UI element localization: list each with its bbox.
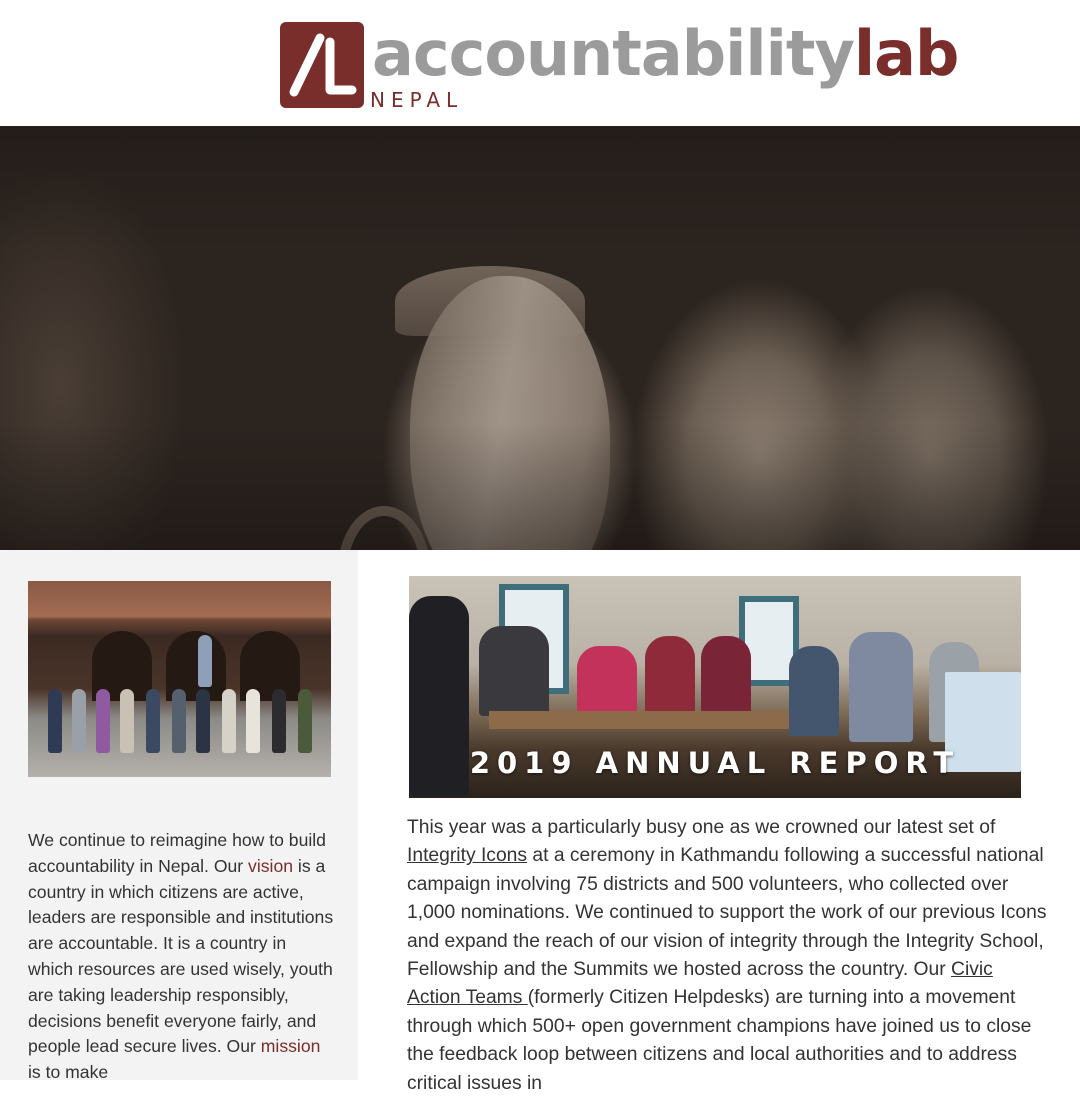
hero-image: [0, 126, 1080, 550]
mission-link[interactable]: mission: [260, 1036, 321, 1057]
right-text-part: at a ceremony in Kathmandu following a successful national campaign involving 75 districts and 500 volunteers, who collected over 1,000 nominations. We continued to support the work of our previous Icons and expand the reach of our vision of integrity through the Integrity School, Fellowship and the Summits we hosted across the country. Our: [407, 845, 1047, 981]
photo-person: [577, 646, 637, 716]
left-text-part: is a country in which citizens are active, leaders are responsible and institutions are accountable. It is a country in which resources are used wisely, youth are taking leadership responsibly, decisions benefit everyone fairly, and people lead secure lives. Our: [28, 855, 334, 1057]
right-text-part: This year was a particularly busy one as we crowned our latest set of: [407, 817, 996, 838]
logo-word-accountability: accountability: [372, 17, 854, 90]
hero-shade: [0, 126, 1080, 550]
al-monogram-svg: [280, 22, 364, 108]
al-monogram-icon[interactable]: [280, 22, 364, 108]
photo-person: [196, 689, 210, 753]
left-text-part: is to make: [28, 1062, 109, 1083]
photo-person: [146, 689, 160, 753]
photo-person: [701, 636, 751, 716]
header: [0, 0, 1080, 126]
logo-word-lab: lab: [853, 17, 959, 90]
photo-table: [489, 711, 789, 729]
photo-person: [272, 689, 286, 753]
photo-person: [789, 646, 839, 736]
photo-person: [479, 626, 549, 716]
team-group-photo: [28, 581, 331, 777]
vision-link[interactable]: vision: [248, 855, 294, 876]
meeting-photo: [409, 576, 1021, 798]
photo-person: [72, 689, 86, 753]
logo-subtitle: NEPAL: [370, 88, 464, 112]
photo-person: [222, 689, 236, 753]
photo-person: [645, 636, 695, 716]
photo-person: [246, 689, 260, 753]
photo-person: [96, 689, 110, 753]
photo-person: [48, 689, 62, 753]
photo-person: [172, 689, 186, 753]
report-title: 2019 ANNUAL REPORT: [469, 746, 961, 780]
left-text-part: We continue to reimagine how to build accountability in Nepal. Our: [28, 830, 326, 876]
left-intro-text: [28, 828, 336, 1086]
photo-person: [849, 632, 913, 742]
photo-person: [198, 635, 212, 687]
report-intro-text: [407, 814, 1047, 1098]
photo-person: [298, 689, 312, 753]
logo-wordmark[interactable]: [372, 14, 958, 94]
integrity-icons-link[interactable]: Integrity Icons: [407, 845, 528, 867]
civic-action-teams-link[interactable]: Civic Action Teams: [407, 959, 993, 1009]
photo-person: [120, 689, 134, 753]
right-text-part: (formerly Citizen Helpdesks) are turning into a movement through which 500+ open government champions have joined us to close the feedback loop between citizens and local authorities and to address critical issues in: [407, 987, 1032, 1094]
